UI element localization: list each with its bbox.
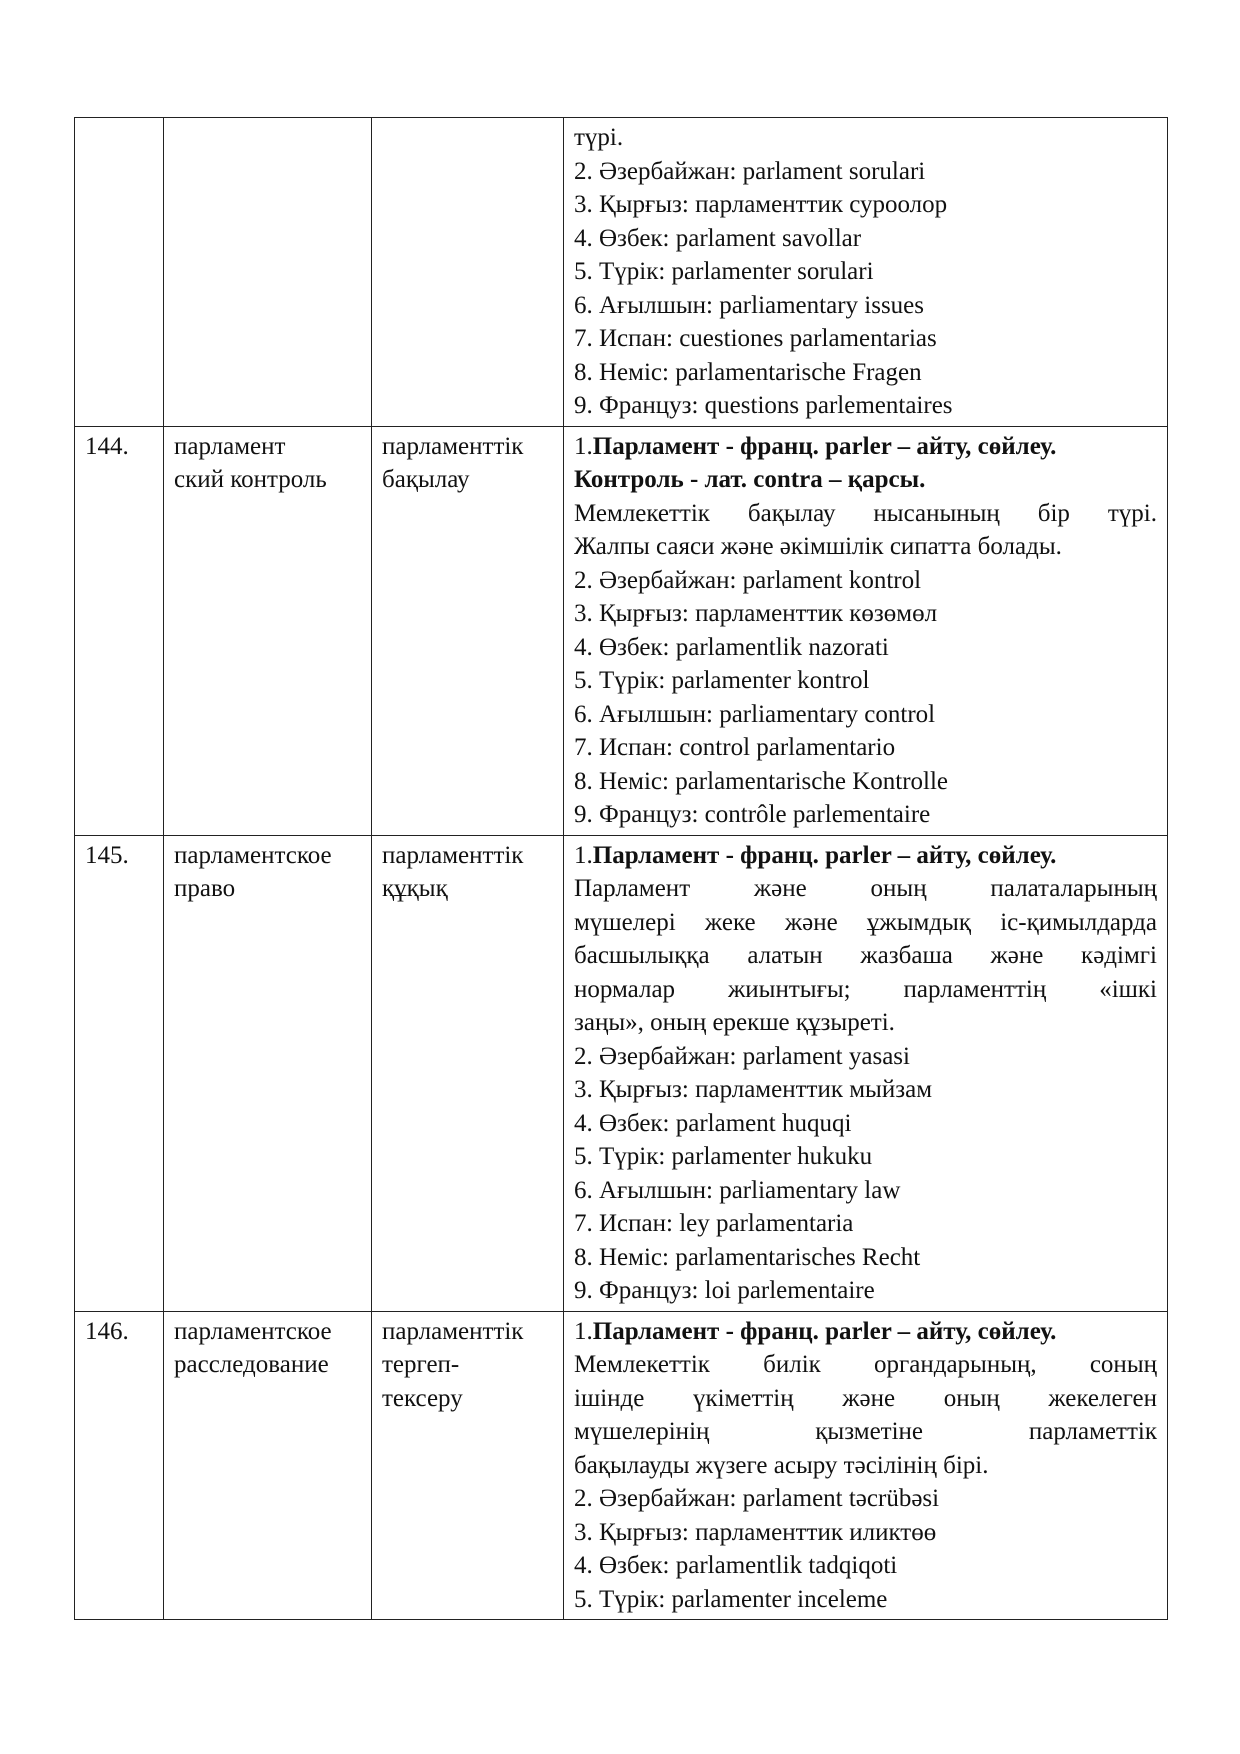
translation-line: 3. Қырғыз: парламенттик мыйзам (574, 1076, 933, 1103)
table-row (75, 1311, 1168, 1620)
etymology-line: 1.Парламент - франц. parler – айту, сөйлеу. (574, 1317, 1057, 1345)
term-ru-cell (164, 118, 372, 427)
translation-line: 2. Әзербайжан: parlament sorulari (574, 157, 926, 185)
definition-text: Жалпы саяси және әкімшілік сипатта болады. (574, 533, 1062, 560)
translation-line: 3. Қырғыз: парламенттик иликтөө (574, 1518, 937, 1546)
term-kz: тергеп- (382, 1351, 460, 1378)
term-ru: ский контроль (174, 466, 327, 493)
translation-line: 2. Әзербайжан: parlament yasasi (574, 1042, 910, 1070)
translation-line: 6. Ағылшын: parliamentary issues (574, 291, 924, 319)
definition-text: басшылыққа алатын жазбаша және кәдімгі (574, 942, 1157, 969)
definition-text: нормалар жиынтығы; парламенттің «ішкі (574, 975, 1157, 1003)
definition-text: мүшелерінің қызметіне парламеттік (574, 1418, 1157, 1445)
definition-text: бақылауды жүзеге асыру тәсілінің бірі. (574, 1451, 989, 1479)
term-kz: бақылау (382, 466, 470, 493)
term-kz-cell (372, 426, 564, 835)
term-kz: парламенттік (382, 1317, 524, 1345)
translation-line: 3. Қырғыз: парламенттик суроолор (574, 191, 948, 218)
glossary-table (74, 117, 1168, 1620)
translation-line: 6. Ағылшын: parliamentary law (574, 1176, 901, 1204)
translation-line: 8. Неміс: parlamentarische Fragen (574, 358, 922, 386)
translation-line: 8. Неміс: parlamentarisches Recht (574, 1243, 921, 1271)
definition-text: Мемлекеттік билік органдарының, соның (574, 1351, 1157, 1378)
translation-line: 4. Өзбек: parlament savollar (574, 224, 862, 252)
term-kz: құқық (382, 875, 448, 902)
definition-cell (564, 426, 1168, 835)
translation-line: 5. Түрік: parlamenter sorulari (574, 258, 874, 285)
translation-line: 4. Өзбек: parlamentlik tadqiqoti (574, 1552, 898, 1579)
term-kz: парламенттік (382, 841, 524, 869)
term-ru: парламентское (174, 841, 332, 869)
translation-line: 4. Өзбек: parlamentlik nazorati (574, 633, 889, 661)
translation-line: 5. Түрік: parlamenter inceleme (574, 1585, 888, 1613)
definition-cell (564, 1311, 1168, 1620)
definition-cell (564, 118, 1168, 427)
definition-text: заңы», оның ерекше құзыреті. (574, 1009, 895, 1036)
table-row (75, 426, 1168, 835)
translation-line: 5. Түрік: parlamenter hukuku (574, 1143, 873, 1170)
term-kz-cell (372, 1311, 564, 1620)
translation-line: 2. Әзербайжан: parlament təcrübəsi (574, 1485, 940, 1512)
translation-line: 3. Қырғыз: парламенттик көзөмөл (574, 600, 938, 627)
term-kz: парламенттік (382, 432, 524, 460)
table-row (75, 835, 1168, 1311)
row-number-cell (75, 426, 164, 835)
term-ru-cell (164, 426, 372, 835)
term-ru-cell (164, 1311, 372, 1620)
term-kz-cell (372, 118, 564, 427)
term-ru: парламентское (174, 1317, 332, 1345)
translation-line: 6. Ағылшын: parliamentary control (574, 700, 936, 728)
definition-text: Мемлекеттік бақылау нысанының бір түрі. (574, 499, 1157, 527)
row-number: 146. (85, 1317, 129, 1345)
term-kz-cell (372, 835, 564, 1311)
row-number-cell (75, 835, 164, 1311)
translation-line: 7. Испан: ley parlamentaria (574, 1210, 854, 1237)
definition-text: түрі. (574, 124, 624, 151)
table-row (75, 118, 1168, 427)
term-ru-cell (164, 835, 372, 1311)
etymology-line: 1.Парламент - франц. parler – айту, сөйлеу. (574, 432, 1057, 460)
term-ru: право (174, 875, 236, 902)
translation-line: 8. Неміс: parlamentarische Kontrolle (574, 767, 949, 795)
row-number: 145. (85, 841, 129, 869)
definition-text: ішінде үкіметтің және оның жекелеген (574, 1384, 1157, 1412)
translation-line: 9. Француз: questions parlementaires (574, 392, 953, 419)
row-number-cell (75, 118, 164, 427)
term-kz: тексеру (382, 1384, 463, 1412)
term-ru: парламент (174, 432, 286, 460)
definition-text: мүшелері жеке және ұжымдық іс-қимылдарда (574, 908, 1157, 936)
translation-line: 9. Француз: contrôle parlementaire (574, 801, 931, 828)
etymology-line: Контроль - лат. contra – қарсы. (574, 466, 926, 493)
translation-line: 7. Испан: cuestiones parlamentarias (574, 325, 937, 352)
row-number-cell (75, 1311, 164, 1620)
definition-text: Парламент және оның палаталарының (574, 875, 1157, 902)
term-ru: расследование (174, 1351, 329, 1378)
definition-cell (564, 835, 1168, 1311)
translation-line: 9. Француз: loi parlementaire (574, 1277, 875, 1304)
etymology-line: 1.Парламент - франц. parler – айту, сөйлеу. (574, 841, 1057, 869)
row-number: 144. (85, 432, 129, 460)
translation-line: 7. Испан: control parlamentario (574, 734, 896, 761)
translation-line: 5. Түрік: parlamenter kontrol (574, 667, 870, 694)
translation-line: 2. Әзербайжан: parlament kontrol (574, 566, 922, 594)
translation-line: 4. Өзбек: parlament huquqi (574, 1109, 852, 1137)
